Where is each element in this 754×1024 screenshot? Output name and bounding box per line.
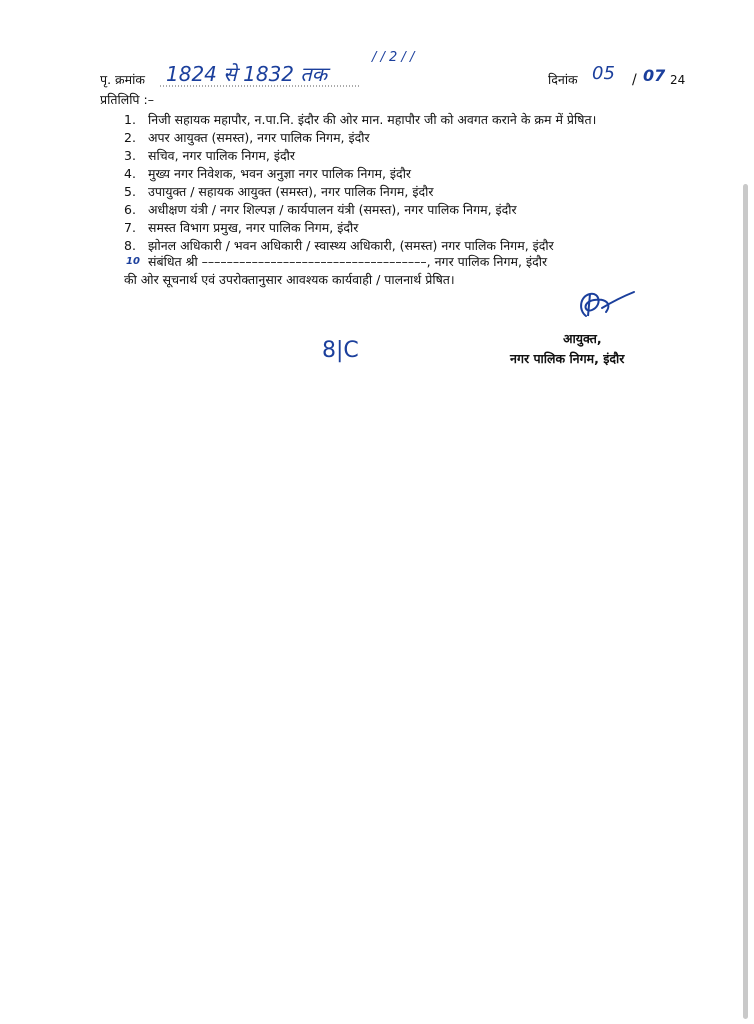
date-day-handwritten: 05: [592, 63, 615, 84]
vertical-scrollbar[interactable]: [743, 184, 748, 1019]
recipient-item: 7. समस्त विभाग प्रमुख, नगर पालिक निगम, इंदौर: [124, 220, 359, 235]
date-label: दिनांक: [548, 72, 578, 87]
recipient-item-concerned-line2: की ओर सूचनार्थ एवं उपरोक्तानुसार आवश्यक कार्यवाही / पालनार्थ प्रेषित।: [124, 272, 455, 287]
recipient-item: 8. झोनल अधिकारी / भवन अधिकारी / स्वास्थ्य अधिकारी, (समस्त) नगर पालिक निगम, इंदौर: [124, 238, 554, 253]
date-month-handwritten: 07: [643, 66, 666, 85]
signatory-organization: नगर पालिक निगम, इंदौर: [510, 351, 625, 366]
recipient-item: 1. निजी सहायक महापौर, न.पा.नि. इंदौर की ओर मान. महापौर जी को अवगत कराने के क्रम में प्रेषित।: [124, 112, 597, 127]
recipient-item: 6. अधीक्षण यंत्री / नगर शिल्पज्ञ / कार्यपालन यंत्री (समस्त), नगर पालिक निगम, इंदौर: [124, 202, 517, 217]
date-separator: /: [632, 72, 637, 88]
ref-number-handwritten: 1824 से 1832 तक: [166, 62, 328, 86]
date-year: 24: [670, 73, 686, 87]
signature-mark: [572, 286, 638, 328]
recipient-item: 4. मुख्य नगर निवेशक, भवन अनुज्ञा नगर पालिक निगम, इंदौर: [124, 166, 412, 181]
item-number-handwritten: 10: [126, 256, 140, 267]
recipient-item-concerned: संबंधित श्री ––––––––––––––––––––––––––––––––––––, नगर पालिक निगम, इंदौर: [148, 254, 548, 269]
ref-suffix-handwritten: / / 2 / /: [372, 50, 415, 65]
signatory-title: आयुक्त,: [563, 331, 602, 346]
copy-label: प्रतिलिपि :–: [100, 92, 154, 107]
margin-note-handwritten: 8|C: [322, 338, 359, 363]
ref-dotted-line: [160, 84, 360, 88]
recipient-item: 2. अपर आयुक्त (समस्त), नगर पालिक निगम, इंदौर: [124, 130, 370, 145]
ref-label: पृ. क्रमांक: [100, 72, 145, 87]
recipient-item: 3. सचिव, नगर पालिक निगम, इंदौर: [124, 148, 295, 163]
recipient-item: 5. उपायुक्त / सहायक आयुक्त (समस्त), नगर पालिक निगम, इंदौर: [124, 184, 434, 199]
